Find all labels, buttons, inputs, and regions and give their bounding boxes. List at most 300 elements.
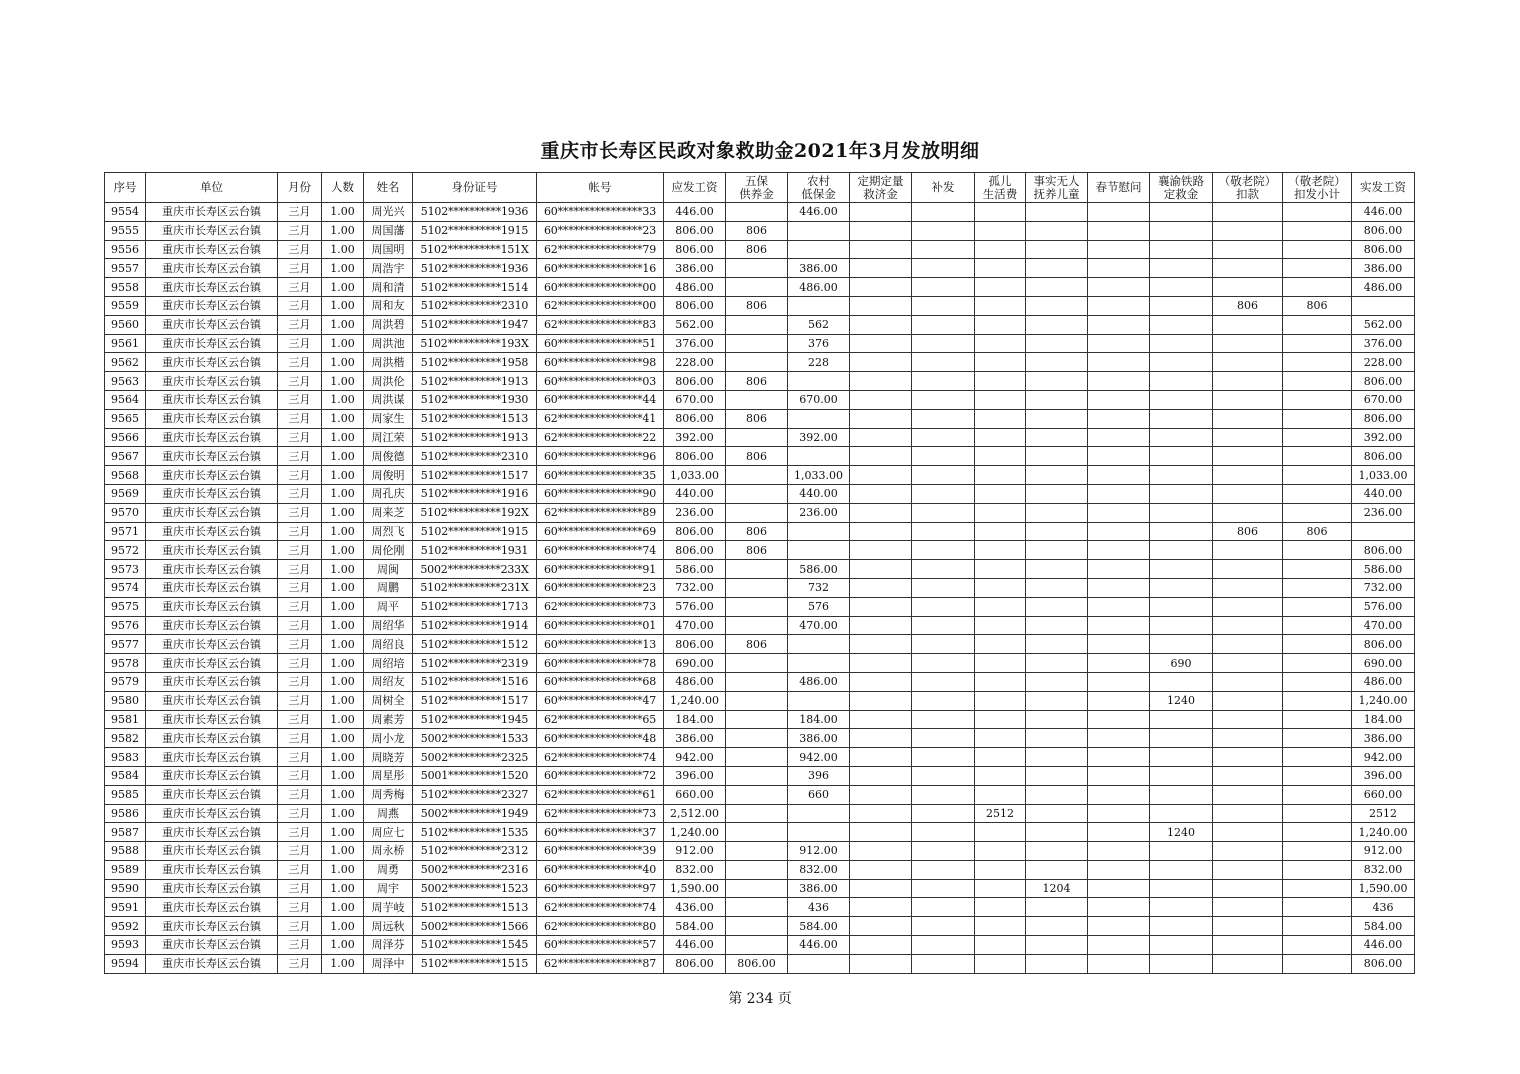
table-cell bbox=[1088, 541, 1150, 560]
table-cell: 重庆市长寿区云台镇 bbox=[146, 334, 278, 353]
table-cell: 周浩宇 bbox=[364, 259, 413, 278]
table-cell bbox=[1150, 804, 1213, 823]
table-cell bbox=[912, 785, 975, 804]
table-cell bbox=[726, 484, 788, 503]
table-cell bbox=[1213, 259, 1283, 278]
table-cell: 重庆市长寿区云台镇 bbox=[146, 372, 278, 391]
table-cell bbox=[912, 484, 975, 503]
table-cell: 396.00 bbox=[664, 766, 726, 785]
table-cell: 5102**********1916 bbox=[413, 484, 537, 503]
table-cell: 三月 bbox=[278, 315, 322, 334]
table-row bbox=[105, 766, 1415, 785]
table-cell bbox=[1283, 409, 1352, 428]
table-cell bbox=[1026, 503, 1088, 522]
table-cell: 9587 bbox=[105, 823, 146, 842]
table-cell bbox=[912, 315, 975, 334]
table-cell bbox=[1150, 860, 1213, 879]
table-cell bbox=[1026, 823, 1088, 842]
table-cell bbox=[975, 842, 1026, 861]
table-cell bbox=[726, 315, 788, 334]
table-cell bbox=[912, 203, 975, 222]
table-cell: 806.00 bbox=[1352, 240, 1415, 259]
table-cell: 806.00 bbox=[664, 221, 726, 240]
table-cell: 1,240.00 bbox=[664, 823, 726, 842]
table-cell: 62****************83 bbox=[537, 315, 664, 334]
table-cell: 486.00 bbox=[788, 672, 850, 691]
table-cell bbox=[1026, 578, 1088, 597]
table-cell bbox=[1150, 353, 1213, 372]
table-cell: 周晓芳 bbox=[364, 748, 413, 767]
table-cell: 60****************16 bbox=[537, 259, 664, 278]
table-cell: 660.00 bbox=[664, 785, 726, 804]
table-cell bbox=[975, 484, 1026, 503]
table-cell: 9556 bbox=[105, 240, 146, 259]
table-cell: 重庆市长寿区云台镇 bbox=[146, 296, 278, 315]
table-cell: 806.00 bbox=[1352, 221, 1415, 240]
table-row bbox=[105, 710, 1415, 729]
table-cell: 5102**********1516 bbox=[413, 672, 537, 691]
table-cell bbox=[1213, 541, 1283, 560]
table-cell: 806 bbox=[726, 522, 788, 541]
table-cell bbox=[975, 353, 1026, 372]
table-cell bbox=[1026, 541, 1088, 560]
table-cell: 三月 bbox=[278, 672, 322, 691]
table-cell: 三月 bbox=[278, 409, 322, 428]
table-row bbox=[105, 428, 1415, 447]
table-cell: 60****************57 bbox=[537, 936, 664, 955]
table-cell: 1.00 bbox=[322, 484, 364, 503]
table-cell: 重庆市长寿区云台镇 bbox=[146, 804, 278, 823]
table-cell: 9588 bbox=[105, 842, 146, 861]
table-cell: 806.00 bbox=[726, 954, 788, 973]
table-cell bbox=[975, 748, 1026, 767]
table-cell bbox=[1088, 522, 1150, 541]
table-cell: 1.00 bbox=[322, 842, 364, 861]
table-cell: 60****************51 bbox=[537, 334, 664, 353]
table-cell bbox=[1213, 879, 1283, 898]
table-cell bbox=[1150, 879, 1213, 898]
table-cell bbox=[726, 466, 788, 485]
table-cell: 62****************74 bbox=[537, 748, 664, 767]
table-cell: 228.00 bbox=[1352, 353, 1415, 372]
table-cell: 1.00 bbox=[322, 729, 364, 748]
table-cell bbox=[1213, 954, 1283, 973]
table-cell: 386.00 bbox=[664, 259, 726, 278]
table-cell: 5102**********1514 bbox=[413, 278, 537, 297]
table-cell bbox=[1026, 466, 1088, 485]
table-cell: 周洪谋 bbox=[364, 390, 413, 409]
table-cell bbox=[726, 729, 788, 748]
table-cell: 562 bbox=[788, 315, 850, 334]
table-cell: 1.00 bbox=[322, 710, 364, 729]
table-cell: 周绍培 bbox=[364, 654, 413, 673]
column-header: （敬老院） 扣款 bbox=[1213, 173, 1283, 203]
table-cell: 942.00 bbox=[1352, 748, 1415, 767]
table-cell bbox=[1026, 710, 1088, 729]
table-cell: 806 bbox=[726, 541, 788, 560]
table-cell: 5102**********1915 bbox=[413, 522, 537, 541]
table-cell: 62****************73 bbox=[537, 804, 664, 823]
table-cell: 三月 bbox=[278, 936, 322, 955]
table-cell bbox=[788, 804, 850, 823]
table-cell bbox=[1213, 578, 1283, 597]
table-cell: 392.00 bbox=[1352, 428, 1415, 447]
table-cell bbox=[1213, 447, 1283, 466]
table-cell: 1.00 bbox=[322, 353, 364, 372]
table-cell: 62****************41 bbox=[537, 409, 664, 428]
table-cell bbox=[1150, 503, 1213, 522]
table-cell: 周俊德 bbox=[364, 447, 413, 466]
table-cell bbox=[850, 409, 912, 428]
table-cell bbox=[1150, 616, 1213, 635]
table-cell bbox=[1150, 428, 1213, 447]
table-cell bbox=[1088, 428, 1150, 447]
table-cell bbox=[788, 240, 850, 259]
table-cell bbox=[912, 954, 975, 973]
table-cell: 9564 bbox=[105, 390, 146, 409]
table-cell: 806.00 bbox=[664, 447, 726, 466]
table-cell: 60****************23 bbox=[537, 221, 664, 240]
table-cell bbox=[1026, 654, 1088, 673]
table-cell bbox=[1283, 766, 1352, 785]
table-cell bbox=[1283, 428, 1352, 447]
table-cell: 重庆市长寿区云台镇 bbox=[146, 221, 278, 240]
table-cell: 1.00 bbox=[322, 597, 364, 616]
table-cell: 670.00 bbox=[664, 390, 726, 409]
table-cell bbox=[1283, 936, 1352, 955]
table-cell: 586.00 bbox=[1352, 560, 1415, 579]
table-cell: 重庆市长寿区云台镇 bbox=[146, 560, 278, 579]
table-cell bbox=[850, 616, 912, 635]
table-cell bbox=[1213, 898, 1283, 917]
table-cell bbox=[850, 860, 912, 879]
table-cell: 9573 bbox=[105, 560, 146, 579]
table-row bbox=[105, 503, 1415, 522]
table-cell: 9577 bbox=[105, 635, 146, 654]
table-cell bbox=[726, 616, 788, 635]
table-cell bbox=[1026, 259, 1088, 278]
table-cell: 重庆市长寿区云台镇 bbox=[146, 409, 278, 428]
table-cell bbox=[788, 954, 850, 973]
table-cell: 60****************90 bbox=[537, 484, 664, 503]
table-cell: 周芋岐 bbox=[364, 898, 413, 917]
table-cell: 386.00 bbox=[1352, 259, 1415, 278]
table-cell bbox=[1026, 372, 1088, 391]
table-cell bbox=[1213, 390, 1283, 409]
table-cell: 5102**********1931 bbox=[413, 541, 537, 560]
table-cell: 436.00 bbox=[664, 898, 726, 917]
table-cell: 三月 bbox=[278, 221, 322, 240]
table-cell: 三月 bbox=[278, 334, 322, 353]
table-cell bbox=[850, 654, 912, 673]
table-cell bbox=[1026, 334, 1088, 353]
table-cell bbox=[1026, 691, 1088, 710]
table-cell: 5102**********1713 bbox=[413, 597, 537, 616]
table-cell bbox=[912, 334, 975, 353]
table-cell bbox=[1026, 842, 1088, 861]
table-cell: 62****************00 bbox=[537, 296, 664, 315]
table-cell: 60****************44 bbox=[537, 390, 664, 409]
table-cell bbox=[1026, 203, 1088, 222]
table-cell: 周孔庆 bbox=[364, 484, 413, 503]
table-cell bbox=[1026, 860, 1088, 879]
table-cell: 周洪伦 bbox=[364, 372, 413, 391]
table-cell: 周秀梅 bbox=[364, 785, 413, 804]
table-cell bbox=[912, 240, 975, 259]
table-cell bbox=[1150, 334, 1213, 353]
column-header: 应发工资 bbox=[664, 173, 726, 203]
table-cell: 1.00 bbox=[322, 635, 364, 654]
table-cell: 5102**********2312 bbox=[413, 842, 537, 861]
table-cell bbox=[1213, 466, 1283, 485]
table-cell bbox=[1150, 409, 1213, 428]
table-cell bbox=[1026, 785, 1088, 804]
table-cell bbox=[1088, 484, 1150, 503]
column-header: 单位 bbox=[146, 173, 278, 203]
table-cell: 周永桥 bbox=[364, 842, 413, 861]
table-cell: 1,240.00 bbox=[1352, 823, 1415, 842]
table-cell: 1.00 bbox=[322, 672, 364, 691]
table-cell bbox=[1213, 616, 1283, 635]
table-cell bbox=[975, 710, 1026, 729]
column-header: 五保 供养金 bbox=[726, 173, 788, 203]
table-cell bbox=[912, 823, 975, 842]
table-cell: 周宇 bbox=[364, 879, 413, 898]
table-cell bbox=[850, 729, 912, 748]
table-cell: 重庆市长寿区云台镇 bbox=[146, 842, 278, 861]
table-cell bbox=[850, 503, 912, 522]
table-cell: 三月 bbox=[278, 898, 322, 917]
table-cell: 5002**********1523 bbox=[413, 879, 537, 898]
table-row bbox=[105, 917, 1415, 936]
table-cell: 9569 bbox=[105, 484, 146, 503]
table-cell: 5102**********1517 bbox=[413, 691, 537, 710]
table-cell: 806 bbox=[726, 635, 788, 654]
table-cell: 5102**********1930 bbox=[413, 390, 537, 409]
table-cell bbox=[1150, 203, 1213, 222]
table-cell: 9579 bbox=[105, 672, 146, 691]
table-cell bbox=[1088, 390, 1150, 409]
table-cell bbox=[1026, 409, 1088, 428]
table-cell bbox=[1026, 729, 1088, 748]
table-cell bbox=[975, 203, 1026, 222]
table-cell bbox=[1026, 898, 1088, 917]
table-cell bbox=[1088, 748, 1150, 767]
table-cell bbox=[788, 296, 850, 315]
table-cell bbox=[912, 560, 975, 579]
table-cell bbox=[1026, 597, 1088, 616]
table-cell bbox=[1150, 296, 1213, 315]
table-cell: 806.00 bbox=[664, 541, 726, 560]
table-cell bbox=[788, 541, 850, 560]
table-cell bbox=[1283, 842, 1352, 861]
table-cell: 周平 bbox=[364, 597, 413, 616]
table-cell bbox=[1283, 860, 1352, 879]
table-cell: 三月 bbox=[278, 804, 322, 823]
table-row bbox=[105, 390, 1415, 409]
table-row bbox=[105, 203, 1415, 222]
table-cell: 周小龙 bbox=[364, 729, 413, 748]
table-cell bbox=[1213, 766, 1283, 785]
table-cell: 重庆市长寿区云台镇 bbox=[146, 654, 278, 673]
table-cell: 三月 bbox=[278, 522, 322, 541]
table-cell: 三月 bbox=[278, 879, 322, 898]
table-cell bbox=[726, 710, 788, 729]
table-cell: 三月 bbox=[278, 353, 322, 372]
table-cell: 806 bbox=[726, 447, 788, 466]
table-cell: 806.00 bbox=[1352, 409, 1415, 428]
table-cell: 重庆市长寿区云台镇 bbox=[146, 541, 278, 560]
table-cell bbox=[1213, 842, 1283, 861]
table-cell bbox=[1026, 296, 1088, 315]
table-cell: 1.00 bbox=[322, 954, 364, 973]
table-cell bbox=[912, 541, 975, 560]
table-cell bbox=[726, 823, 788, 842]
table-cell bbox=[850, 353, 912, 372]
table-cell: 9559 bbox=[105, 296, 146, 315]
table-cell bbox=[912, 842, 975, 861]
table-cell: 60****************74 bbox=[537, 541, 664, 560]
table-cell bbox=[726, 917, 788, 936]
table-cell bbox=[912, 729, 975, 748]
table-cell: 806 bbox=[1283, 296, 1352, 315]
table-cell: 806 bbox=[726, 409, 788, 428]
table-cell: 62****************74 bbox=[537, 898, 664, 917]
table-cell: 1.00 bbox=[322, 296, 364, 315]
table-cell bbox=[850, 785, 912, 804]
table-cell bbox=[1150, 447, 1213, 466]
table-cell: 三月 bbox=[278, 372, 322, 391]
column-header: 帐号 bbox=[537, 173, 664, 203]
table-cell bbox=[1026, 447, 1088, 466]
table-cell bbox=[1283, 541, 1352, 560]
table-cell bbox=[1150, 578, 1213, 597]
table-cell bbox=[1026, 954, 1088, 973]
table-cell bbox=[726, 654, 788, 673]
table-cell: 5102**********1513 bbox=[413, 898, 537, 917]
table-row bbox=[105, 898, 1415, 917]
table-cell: 1.00 bbox=[322, 823, 364, 842]
table-cell bbox=[975, 785, 1026, 804]
table-cell: 5002**********233X bbox=[413, 560, 537, 579]
table-cell: 60****************37 bbox=[537, 823, 664, 842]
table-row bbox=[105, 541, 1415, 560]
page-title: 重庆市长寿区民政对象救助金2021年3月发放明细 bbox=[540, 140, 980, 162]
table-cell: 60****************03 bbox=[537, 372, 664, 391]
table-cell bbox=[788, 691, 850, 710]
table-cell bbox=[1026, 278, 1088, 297]
table-cell bbox=[1150, 785, 1213, 804]
table-cell bbox=[975, 823, 1026, 842]
table-cell: 5102**********231X bbox=[413, 578, 537, 597]
table-cell bbox=[850, 898, 912, 917]
table-cell: 806.00 bbox=[1352, 954, 1415, 973]
table-cell: 1.00 bbox=[322, 390, 364, 409]
table-cell: 386.00 bbox=[1352, 729, 1415, 748]
table-cell bbox=[850, 390, 912, 409]
table-cell bbox=[850, 240, 912, 259]
table-row bbox=[105, 578, 1415, 597]
table-cell: 三月 bbox=[278, 278, 322, 297]
table-cell bbox=[850, 447, 912, 466]
table-cell: 9585 bbox=[105, 785, 146, 804]
table-cell: 576.00 bbox=[1352, 597, 1415, 616]
table-cell: 重庆市长寿区云台镇 bbox=[146, 484, 278, 503]
table-cell bbox=[850, 917, 912, 936]
table-cell bbox=[726, 672, 788, 691]
table-cell bbox=[1150, 484, 1213, 503]
table-cell bbox=[1283, 879, 1352, 898]
table-cell bbox=[975, 691, 1026, 710]
table-cell: 9586 bbox=[105, 804, 146, 823]
table-cell bbox=[912, 372, 975, 391]
table-cell: 周绍良 bbox=[364, 635, 413, 654]
table-cell bbox=[1150, 315, 1213, 334]
column-header: （敬老院） 扣发小计 bbox=[1283, 173, 1352, 203]
table-row bbox=[105, 278, 1415, 297]
table-cell bbox=[1213, 597, 1283, 616]
table-cell: 436 bbox=[1352, 898, 1415, 917]
table-cell bbox=[1213, 804, 1283, 823]
table-cell: 5102**********2310 bbox=[413, 296, 537, 315]
table-cell bbox=[1088, 710, 1150, 729]
table-cell bbox=[912, 522, 975, 541]
table-cell: 5102**********1515 bbox=[413, 954, 537, 973]
table-cell: 9568 bbox=[105, 466, 146, 485]
table-cell bbox=[1026, 221, 1088, 240]
table-cell: 重庆市长寿区云台镇 bbox=[146, 522, 278, 541]
table-cell: 5102**********1915 bbox=[413, 221, 537, 240]
table-cell: 806.00 bbox=[664, 372, 726, 391]
table-cell: 三月 bbox=[278, 748, 322, 767]
table-cell bbox=[1283, 484, 1352, 503]
table-cell bbox=[1150, 221, 1213, 240]
table-cell: 806 bbox=[726, 372, 788, 391]
table-cell bbox=[850, 748, 912, 767]
table-cell: 732 bbox=[788, 578, 850, 597]
table-cell bbox=[850, 597, 912, 616]
table-cell: 436 bbox=[788, 898, 850, 917]
table-cell: 5102**********1914 bbox=[413, 616, 537, 635]
table-cell bbox=[1283, 710, 1352, 729]
table-cell: 9593 bbox=[105, 936, 146, 955]
table-cell bbox=[1213, 936, 1283, 955]
table-cell: 690 bbox=[1150, 654, 1213, 673]
table-cell bbox=[912, 654, 975, 673]
table-cell: 周和清 bbox=[364, 278, 413, 297]
table-cell: 806.00 bbox=[1352, 635, 1415, 654]
table-cell: 5102**********1512 bbox=[413, 635, 537, 654]
table-cell bbox=[1088, 785, 1150, 804]
table-cell: 584.00 bbox=[664, 917, 726, 936]
table-cell: 重庆市长寿区云台镇 bbox=[146, 278, 278, 297]
table-cell bbox=[1026, 428, 1088, 447]
table-cell bbox=[1213, 654, 1283, 673]
table-cell bbox=[850, 879, 912, 898]
table-cell: 440.00 bbox=[1352, 484, 1415, 503]
table-cell bbox=[1088, 203, 1150, 222]
table-cell bbox=[726, 691, 788, 710]
table-cell bbox=[726, 560, 788, 579]
table-cell bbox=[726, 898, 788, 917]
table-cell: 440.00 bbox=[788, 484, 850, 503]
table-cell bbox=[1026, 766, 1088, 785]
table-cell bbox=[1283, 785, 1352, 804]
table-cell: 9578 bbox=[105, 654, 146, 673]
table-cell: 446.00 bbox=[788, 203, 850, 222]
table-cell: 5002**********1566 bbox=[413, 917, 537, 936]
table-row bbox=[105, 409, 1415, 428]
